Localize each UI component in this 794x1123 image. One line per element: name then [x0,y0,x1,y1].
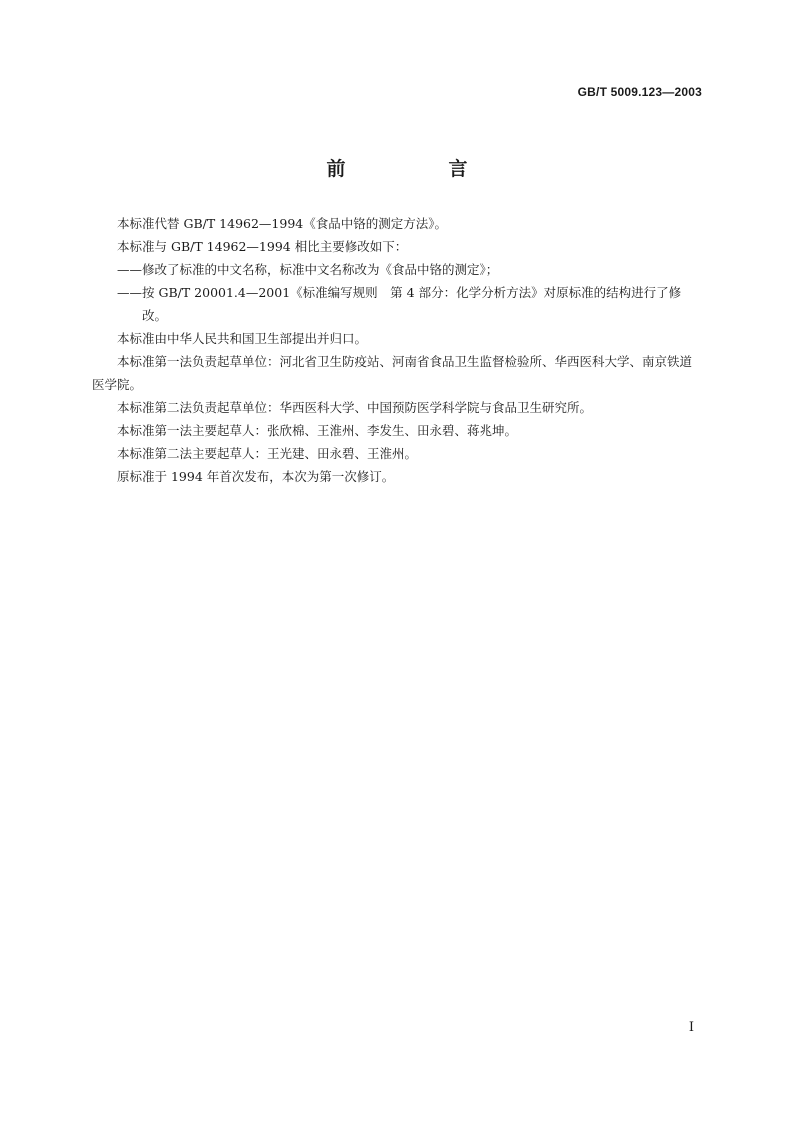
page-number: I [688,1020,694,1035]
standard-code: GB/T 5009.123—2003 [577,85,702,99]
paragraph-proposer: 本标准由中华人民共和国卫生部提出并归口。 [117,331,368,346]
paragraph-history: 原标准于 1994 年首次发布，本次为第一次修订。 [117,469,395,484]
paragraph-replaces: 本标准代替 GB/T 14962—1994《食品中铬的测定方法》。 [117,216,447,231]
page-title: 前 言 [326,158,510,180]
change-item-structure: ——按 GB/T 20001.4—2001《标准编写规则 第 4 部分：化学分析方法》对原标准的结构进行了修改。 [117,285,682,323]
paragraph-drafters-method1: 本标准第一法主要起草人：张欣棉、王淮州、李发生、田永碧、蒋兆坤。 [117,423,518,438]
paragraph-drafting-units-method2: 本标准第二法负责起草单位：华西医科大学、中国预防医学科学院与食品卫生研究所。 [117,400,593,415]
foreword-body [92,212,704,488]
paragraph-changes-intro: 本标准与 GB/T 14962—1994 相比主要修改如下： [117,239,408,254]
paragraph-drafters-method2: 本标准第二法主要起草人：王光建、田永碧、王淮州。 [117,446,418,461]
paragraph-drafting-units-method1: 本标准第一法负责起草单位：河北省卫生防疫站、河南省食品卫生监督检验所、华西医科大学、南京铁道医学院。 [92,354,693,392]
change-item-name: ——修改了标准的中文名称，标准中文名称改为《食品中铬的测定》； [117,262,499,277]
